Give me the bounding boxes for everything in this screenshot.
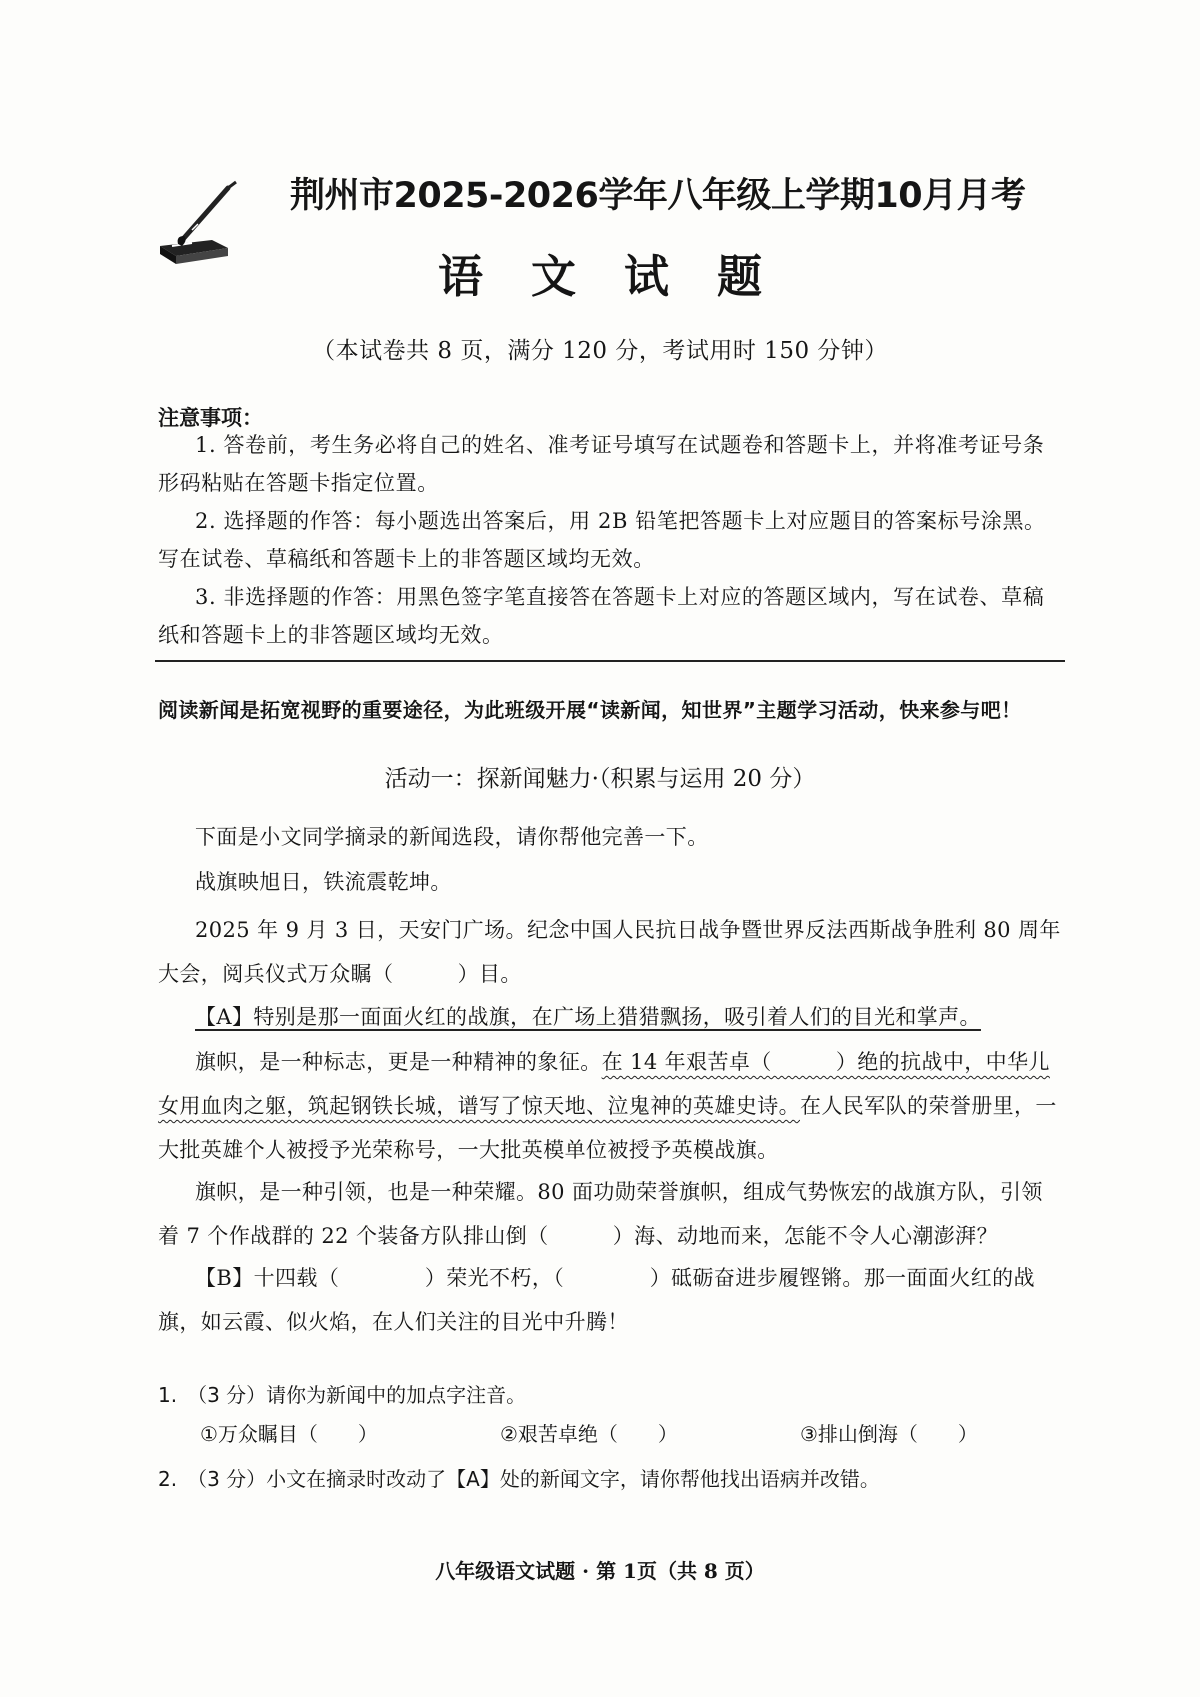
notice-item-2: 2. 选择题的作答：每小题选出答案后，用 2B 铅笔把答题卡上对应题目的答案标号涂黑。写在试卷、草稿纸和答题卡上的非答题区域均无效。 xyxy=(158,509,1046,571)
question-1-option-1: ①万众瞩目（ ） xyxy=(200,1422,378,1446)
activity-intro: 阅读新闻是拓宽视野的重要途径，为此班级开展“读新闻，知世界”主题学习活动，快来参与吧！ xyxy=(158,698,1022,722)
news-paragraph-1: 2025 年 9 月 3 日，天安门广场。纪念中国人民抗日战争暨世界反法西斯战争胜利 80 周年大会，阅兵仪式万众瞩（ ）目。 xyxy=(158,918,1061,986)
question-1-option-2: ②艰苦卓绝（ ） xyxy=(500,1422,678,1446)
sentence-flag-symbol: 旗帜，是一种标志，更是一种精神的象征。 xyxy=(195,1050,602,1074)
question-1: 1. （3 分）请你为新闻中的加点字注音。 xyxy=(158,1383,527,1407)
news-headline: 战旗映旭日，铁流震乾坤。 xyxy=(195,870,452,894)
news-paragraph-4: 旗帜，是一种引领，也是一种荣耀。80 面功勋荣誉旗帜，组成气势恢宏的战旗方队，引领着 7 个作战群的 22 个装备方队排山倒（ ）海、动地而来，怎能不令人心潮澎湃？ xyxy=(158,1180,1043,1248)
exam-title: 荆州市2025-2026学年八年级上学期10月月考 xyxy=(290,176,1026,216)
news-paragraph-3 xyxy=(158,1040,1063,1172)
question-1-option-3: ③排山倒海（ ） xyxy=(800,1422,978,1446)
sentence-a: 【A】特别是那一面面火红的战旗，在广场上猎猎飘扬，吸引着人们的目光和掌声。 xyxy=(195,1005,981,1029)
question-2: 2. （3 分）小文在摘录时改动了【A】处的新闻文字，请你帮他找出语病并改错。 xyxy=(158,1467,880,1491)
news-lead: 下面是小文同学摘录的新闻选段，请你帮他完善一下。 xyxy=(195,825,709,849)
divider xyxy=(155,660,1065,662)
notice-item-3: 3. 非选择题的作答：用黑色签字笔直接答在答题卡上对应的答题区域内，写在试卷、草稿纸和答题卡上的非答题区域均无效。 xyxy=(158,585,1045,647)
sentence-honor: 在人民军队的荣誉册里，一大批英雄个人被授予光荣称号，一大批英模单位被授予英模战旗。 xyxy=(158,1094,1057,1162)
sentence-wavy: 在 14 年艰苦卓（ ）绝的抗战中，中华儿女用血肉之躯，筑起钢铁长城，谱写了惊天地、泣鬼神的英雄史诗。 xyxy=(158,1050,1050,1118)
page-footer: 八年级语文试题 · 第 1页（共 8 页） xyxy=(435,1559,765,1583)
notice-item-1: 1. 答卷前，考生务必将自己的姓名、准考证号填写在试题卷和答题卡上，并将准考证号条形码粘贴在答题卡指定位置。 xyxy=(158,433,1045,495)
news-paragraph-b: 【B】十四载（ ）荣光不朽，（ ）砥砺奋进步履铿锵。那一面面火红的战旗，如云霞、似火焰，在人们关注的目光中升腾！ xyxy=(158,1266,1035,1334)
notice-heading: 注意事项： xyxy=(158,406,263,430)
exam-info: （本试卷共 8 页，满分 120 分，考试用时 150 分钟） xyxy=(312,338,888,364)
activity-title: 活动一：探新闻魅力·（积累与运用 20 分） xyxy=(384,766,816,792)
subject-title: 语文试题 xyxy=(437,250,810,303)
news-paragraph-a xyxy=(158,998,1063,1036)
